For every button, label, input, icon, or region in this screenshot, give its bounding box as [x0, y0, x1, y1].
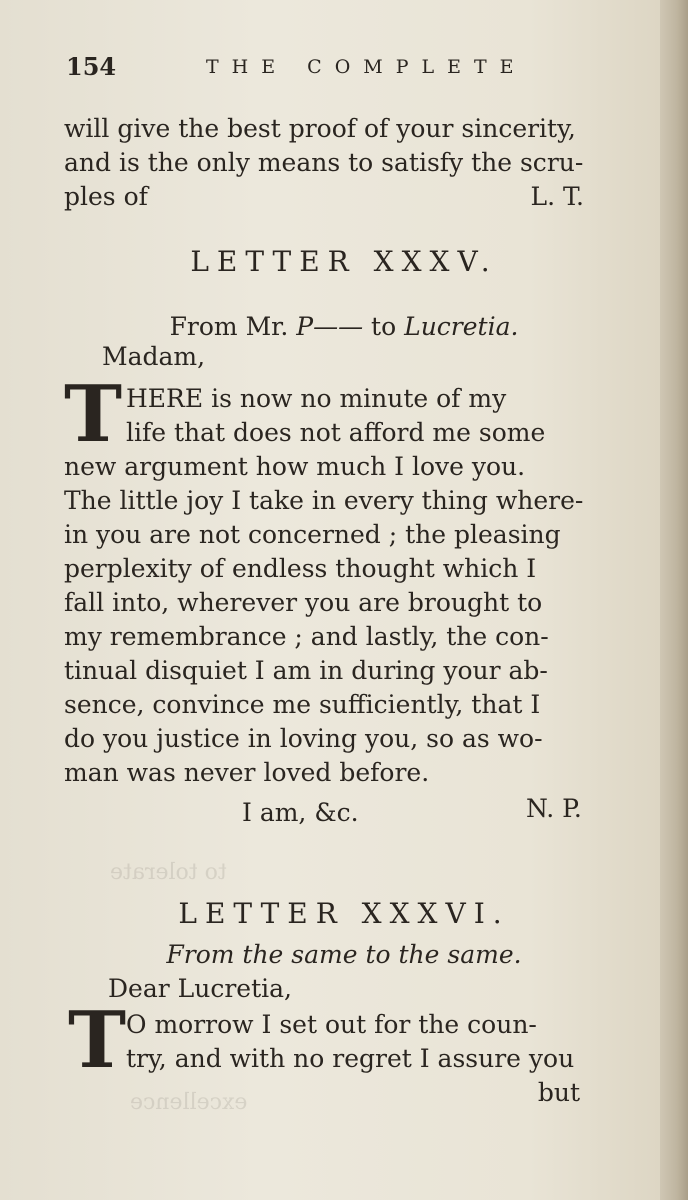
letter-body: [64, 369, 624, 790]
text-line: [64, 180, 624, 214]
text-line: O morrow I set out for the coun-: [126, 1010, 537, 1039]
text-line: will give the best proof of your sincerity,: [64, 114, 576, 143]
signature: N. P.: [526, 794, 582, 823]
drop-cap: T: [64, 369, 123, 460]
carryover-text: [64, 112, 624, 214]
text-line: do you justice in loving you, so as wo-: [64, 724, 543, 753]
text-line: HERE is now no minute of my: [126, 384, 507, 413]
letter-closing: I am, &c.: [242, 798, 359, 827]
text-line: try, and with no regret I assure you: [126, 1044, 575, 1073]
from-name: P——: [296, 312, 364, 341]
from-prefix: From Mr.: [169, 312, 297, 341]
running-head: THE COMPLETE: [206, 56, 527, 78]
text-fragment: ples of: [64, 182, 148, 211]
drop-cap: T: [68, 995, 127, 1086]
text-line: The little joy I take in every thing where-: [64, 486, 584, 515]
text-line: life that does not afford me some: [126, 418, 546, 447]
text-line: tinual disquiet I am in during your ab-: [64, 656, 548, 685]
page-header: [66, 52, 530, 92]
letter-heading: LETTER XXXV.: [190, 245, 498, 278]
letter-from-line: [64, 312, 624, 341]
text-line: perplexity of endless thought which I: [64, 554, 537, 583]
page-edge: [660, 0, 688, 1200]
bleed-through-text: excellence: [130, 1090, 248, 1115]
text-line: fall into, wherever you are brought to: [64, 588, 543, 617]
text-line: sence, convince me sufficiently, that I: [64, 690, 541, 719]
letter-heading: LETTER XXXVI.: [178, 897, 510, 930]
from-recipient: Lucretia.: [404, 312, 519, 341]
text-line: new argument how much I love you.: [64, 452, 526, 481]
catchword: but: [537, 1078, 580, 1107]
bleed-through-text: to tolerate: [110, 860, 227, 885]
from-mid: to: [363, 312, 405, 341]
letter-salutation: Dear Lucretia,: [108, 974, 292, 1003]
letter-from-line: From the same to the same.: [166, 940, 522, 969]
text-line: and is the only means to satisfy the scru-: [64, 148, 584, 177]
text-line: in you are not concerned ; the pleasing: [64, 520, 561, 549]
page-number: 154: [66, 52, 117, 81]
text-line: my remembrance ; and lastly, the con-: [64, 622, 549, 651]
letter-body: [64, 995, 624, 1110]
text-line: man was never loved before.: [64, 758, 430, 787]
signature: L. T.: [530, 182, 584, 211]
letter-salutation: Madam,: [102, 342, 206, 371]
